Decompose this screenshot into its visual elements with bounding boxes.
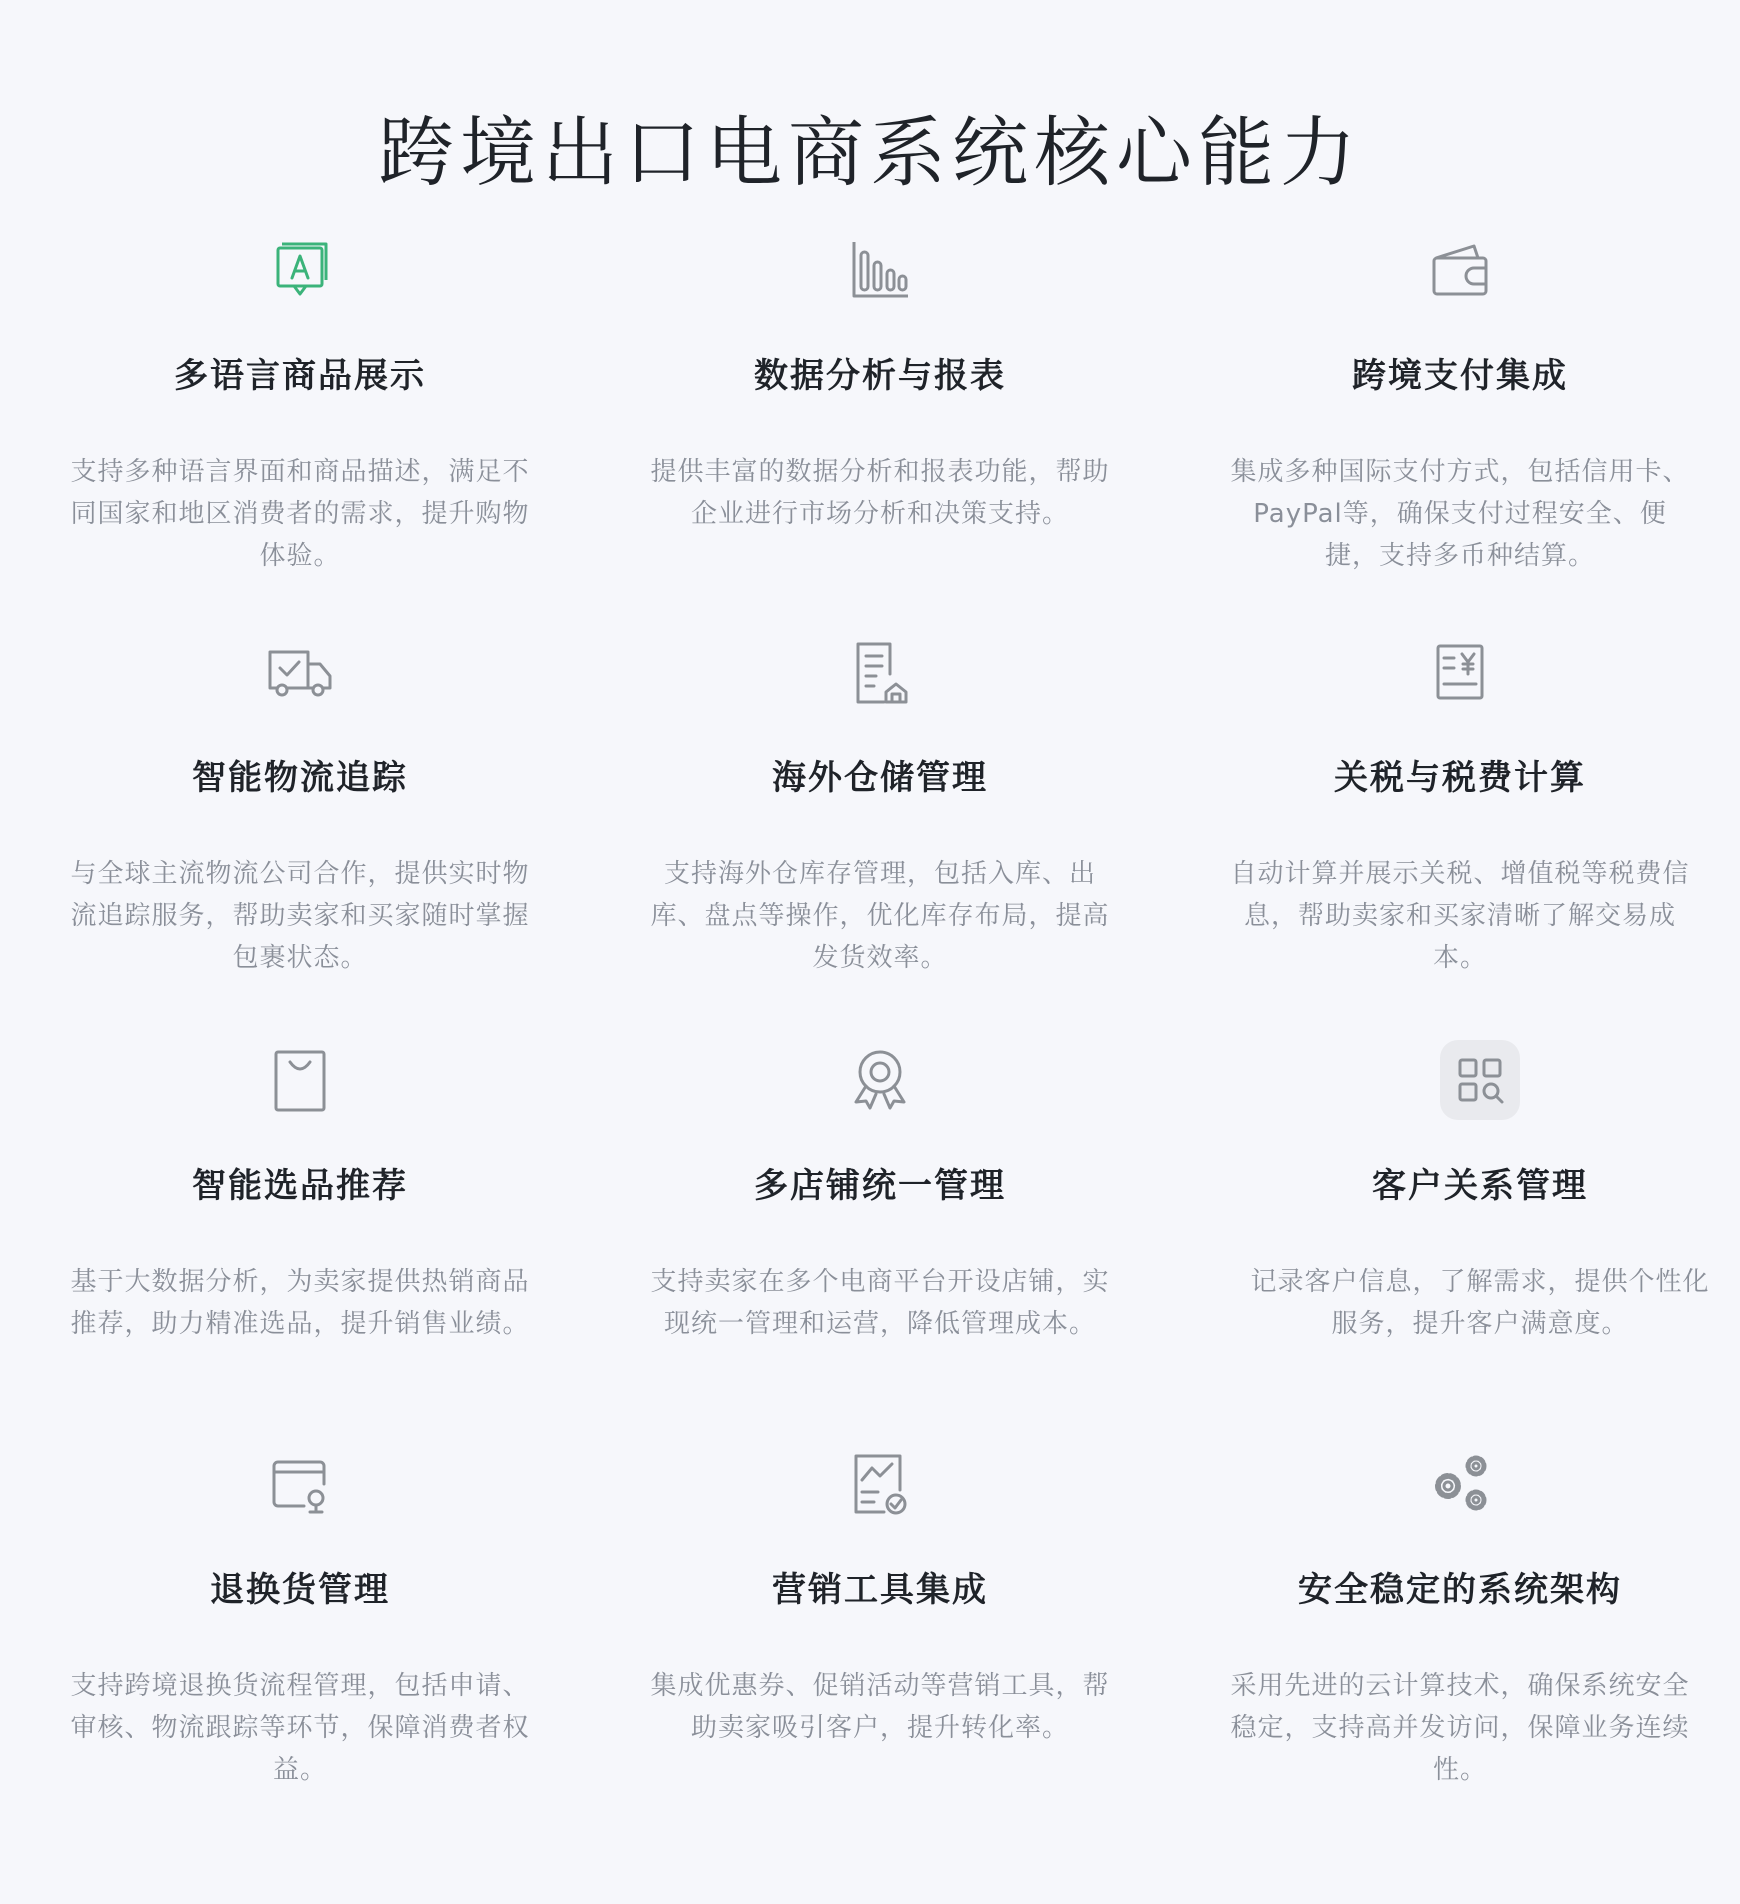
warehouse-document-icon [840, 632, 920, 712]
feature-description: 支持海外仓库存管理，包括入库、出库、盘点等操作，优化库存布局，提高发货效率。 [650, 859, 1110, 973]
feature-title: 智能物流追踪 [192, 758, 408, 798]
feature-description: 集成优惠券、促销活动等营销工具，帮助卖家吸引客户，提升转化率。 [650, 1671, 1110, 1743]
feature-card [1200, 632, 1720, 979]
feature-title: 多语言商品展示 [174, 356, 426, 396]
return-card-icon [260, 1444, 340, 1524]
delivery-truck-icon [260, 632, 340, 712]
feature-description: 支持多种语言界面和商品描述，满足不同国家和地区消费者的需求，提升购物体验。 [70, 457, 530, 571]
award-badge-icon [840, 1040, 920, 1120]
feature-title: 跨境支付集成 [1352, 356, 1568, 396]
feature-card [1220, 1040, 1740, 1345]
page-title: 跨境出口电商系统核心能力 [378, 108, 1362, 197]
feature-title: 数据分析与报表 [754, 356, 1006, 396]
feature-description: 支持卖家在多个电商平台开设店铺，实现统一管理和运营，降低管理成本。 [650, 1267, 1110, 1339]
feature-card [620, 1444, 1140, 1749]
feature-description: 基于大数据分析，为卖家提供热销商品推荐，助力精准选品，提升销售业绩。 [70, 1267, 530, 1339]
feature-description: 记录客户信息，了解需求，提供个性化服务，提升客户满意度。 [1250, 1267, 1710, 1339]
marketing-report-icon [840, 1444, 920, 1524]
feature-description: 自动计算并展示关税、增值税等税费信息，帮助卖家和买家清晰了解交易成本。 [1230, 859, 1690, 973]
feature-card [620, 1040, 1140, 1345]
feature-card [620, 230, 1140, 535]
feature-description: 提供丰富的数据分析和报表功能，帮助企业进行市场分析和决策支持。 [650, 457, 1110, 529]
feature-card [40, 1040, 560, 1345]
feature-card [1200, 230, 1720, 577]
feature-description: 集成多种国际支付方式，包括信用卡、PayPal等，确保支付过程安全、便捷，支持多币种结算。 [1230, 457, 1690, 571]
feature-title: 退换货管理 [210, 1570, 390, 1610]
feature-title: 营销工具集成 [772, 1570, 988, 1610]
feature-card [1200, 1444, 1720, 1791]
feature-title: 关税与税费计算 [1334, 758, 1586, 798]
translate-icon [260, 230, 340, 310]
wallet-icon [1420, 230, 1500, 310]
app-grid-search-icon [1440, 1040, 1520, 1120]
feature-title: 智能选品推荐 [192, 1166, 408, 1206]
feature-card [40, 230, 560, 577]
feature-card [620, 632, 1140, 979]
feature-title: 安全稳定的系统架构 [1298, 1570, 1622, 1610]
bar-chart-icon [840, 230, 920, 310]
feature-description: 与全球主流物流公司合作，提供实时物流追踪服务，帮助卖家和买家随时掌握包裹状态。 [70, 859, 530, 973]
feature-title: 多店铺统一管理 [754, 1166, 1006, 1206]
feature-description: 支持跨境退换货流程管理，包括申请、审核、物流跟踪等环节，保障消费者权益。 [70, 1671, 530, 1785]
feature-title: 客户关系管理 [1372, 1166, 1588, 1206]
tax-document-icon [1420, 632, 1500, 712]
feature-title: 海外仓储管理 [772, 758, 988, 798]
gears-icon [1420, 1444, 1500, 1524]
shopping-bag-icon [260, 1040, 340, 1120]
feature-description: 采用先进的云计算技术，确保系统安全稳定，支持高并发访问，保障业务连续性。 [1230, 1671, 1690, 1785]
feature-card [40, 1444, 560, 1791]
feature-card [40, 632, 560, 979]
